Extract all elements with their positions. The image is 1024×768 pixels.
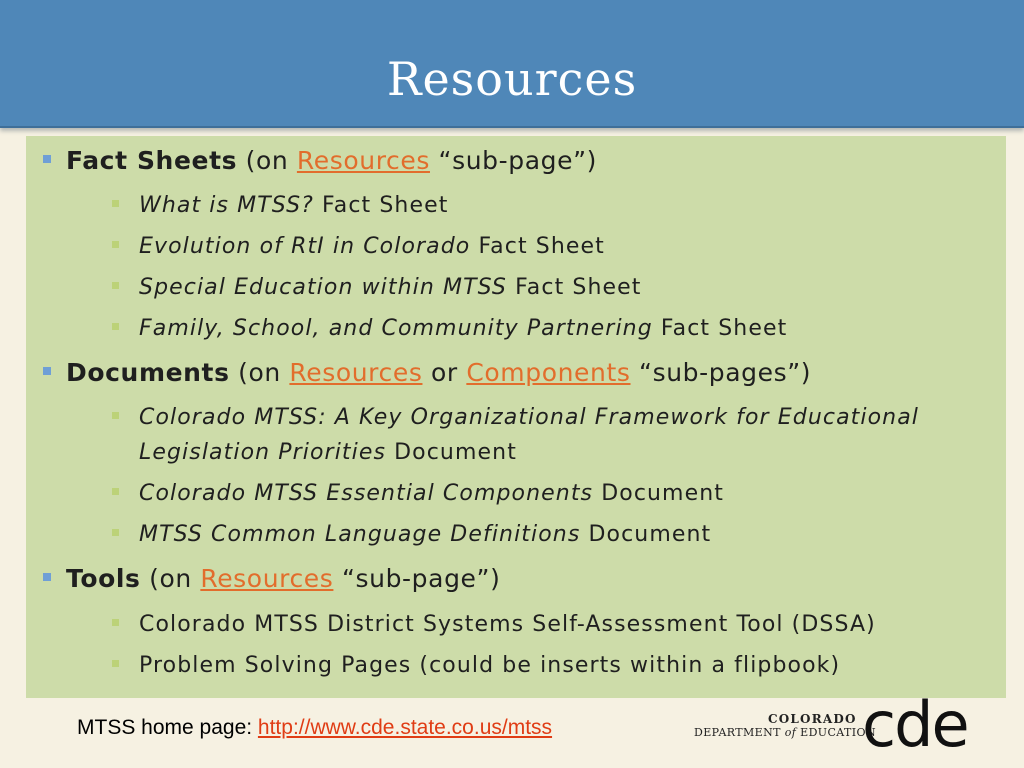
document-title: Colorado MTSS: A Key Organizational Framework for Educational [139, 405, 920, 430]
section-text: (on [140, 564, 201, 593]
resources-link[interactable]: Resources [289, 358, 423, 387]
list-item [139, 607, 876, 642]
logo-dept-part: EDUCATION [796, 726, 876, 739]
bullet-fact-sheets [66, 146, 597, 175]
bullet-square-icon [112, 660, 119, 667]
title-bar [0, 0, 1024, 128]
resources-link[interactable]: Resources [200, 564, 334, 593]
item-suffix: Fact Sheet [652, 316, 788, 341]
document-title: What is MTSS? [139, 193, 314, 218]
list-item [139, 517, 711, 552]
document-title: Legislation Priorities [139, 440, 387, 465]
list-item [139, 400, 919, 470]
footer-label: MTSS home page: [77, 716, 258, 739]
section-label: Tools [66, 564, 141, 593]
bullet-square-icon [43, 573, 51, 581]
bullet-square-icon [112, 529, 119, 536]
bullet-square-icon [43, 367, 51, 375]
document-title: MTSS Common Language Definitions [139, 522, 581, 547]
item-text: Problem Solving Pages (could be inserts within a flipbook) [139, 653, 841, 678]
list-item [139, 270, 642, 305]
components-link[interactable]: Components [466, 358, 631, 387]
mtss-home-link[interactable]: http://www.cde.state.co.us/mtss [257, 716, 553, 739]
resources-link[interactable]: Resources [296, 146, 430, 175]
logo-department-text [694, 726, 876, 739]
document-title: Family, School, and Community Partnering [139, 316, 653, 341]
section-text: “sub-page”) [333, 564, 501, 593]
document-title: Colorado MTSS Essential Components [139, 481, 594, 506]
cde-logo: cde [862, 688, 968, 761]
item-suffix: Fact Sheet [470, 234, 605, 259]
section-text: “sub-page”) [429, 146, 597, 175]
bullet-tools [66, 564, 500, 593]
section-text: or [422, 358, 467, 387]
bullet-square-icon [112, 241, 119, 248]
section-label: Documents [66, 358, 230, 387]
bullet-square-icon [112, 282, 119, 289]
section-text: (on [229, 358, 290, 387]
list-item [139, 188, 448, 223]
logo-dept-of: of [784, 726, 797, 739]
bullet-square-icon [112, 488, 119, 495]
document-title: Evolution of RtI in Colorado [139, 234, 471, 259]
bullet-square-icon [112, 323, 119, 330]
bullet-square-icon [112, 200, 119, 207]
item-suffix: Document [386, 440, 517, 465]
list-item [139, 311, 787, 346]
section-label: Fact Sheets [66, 146, 238, 175]
section-text: “sub-pages”) [630, 358, 812, 387]
document-title: Special Education within MTSS [139, 275, 507, 300]
item-text: Colorado MTSS District Systems Self-Assessment Tool (DSSA) [139, 612, 876, 637]
slide-title: Resources [386, 52, 638, 106]
logo-dept-part: DEPARTMENT [694, 726, 785, 739]
item-suffix: Document [580, 522, 712, 547]
bullet-square-icon [43, 155, 51, 163]
bullet-square-icon [112, 619, 119, 626]
item-suffix: Document [593, 481, 724, 506]
logo-colorado-text: COLORADO [768, 712, 857, 726]
list-item [139, 648, 840, 683]
item-suffix: Fact Sheet [313, 193, 449, 218]
footer-home-page [77, 716, 552, 740]
list-item [139, 476, 724, 511]
item-suffix: Fact Sheet [506, 275, 642, 300]
bullet-documents [66, 358, 811, 387]
bullet-square-icon [112, 412, 119, 419]
list-item [139, 229, 605, 264]
section-text: (on [237, 146, 297, 175]
